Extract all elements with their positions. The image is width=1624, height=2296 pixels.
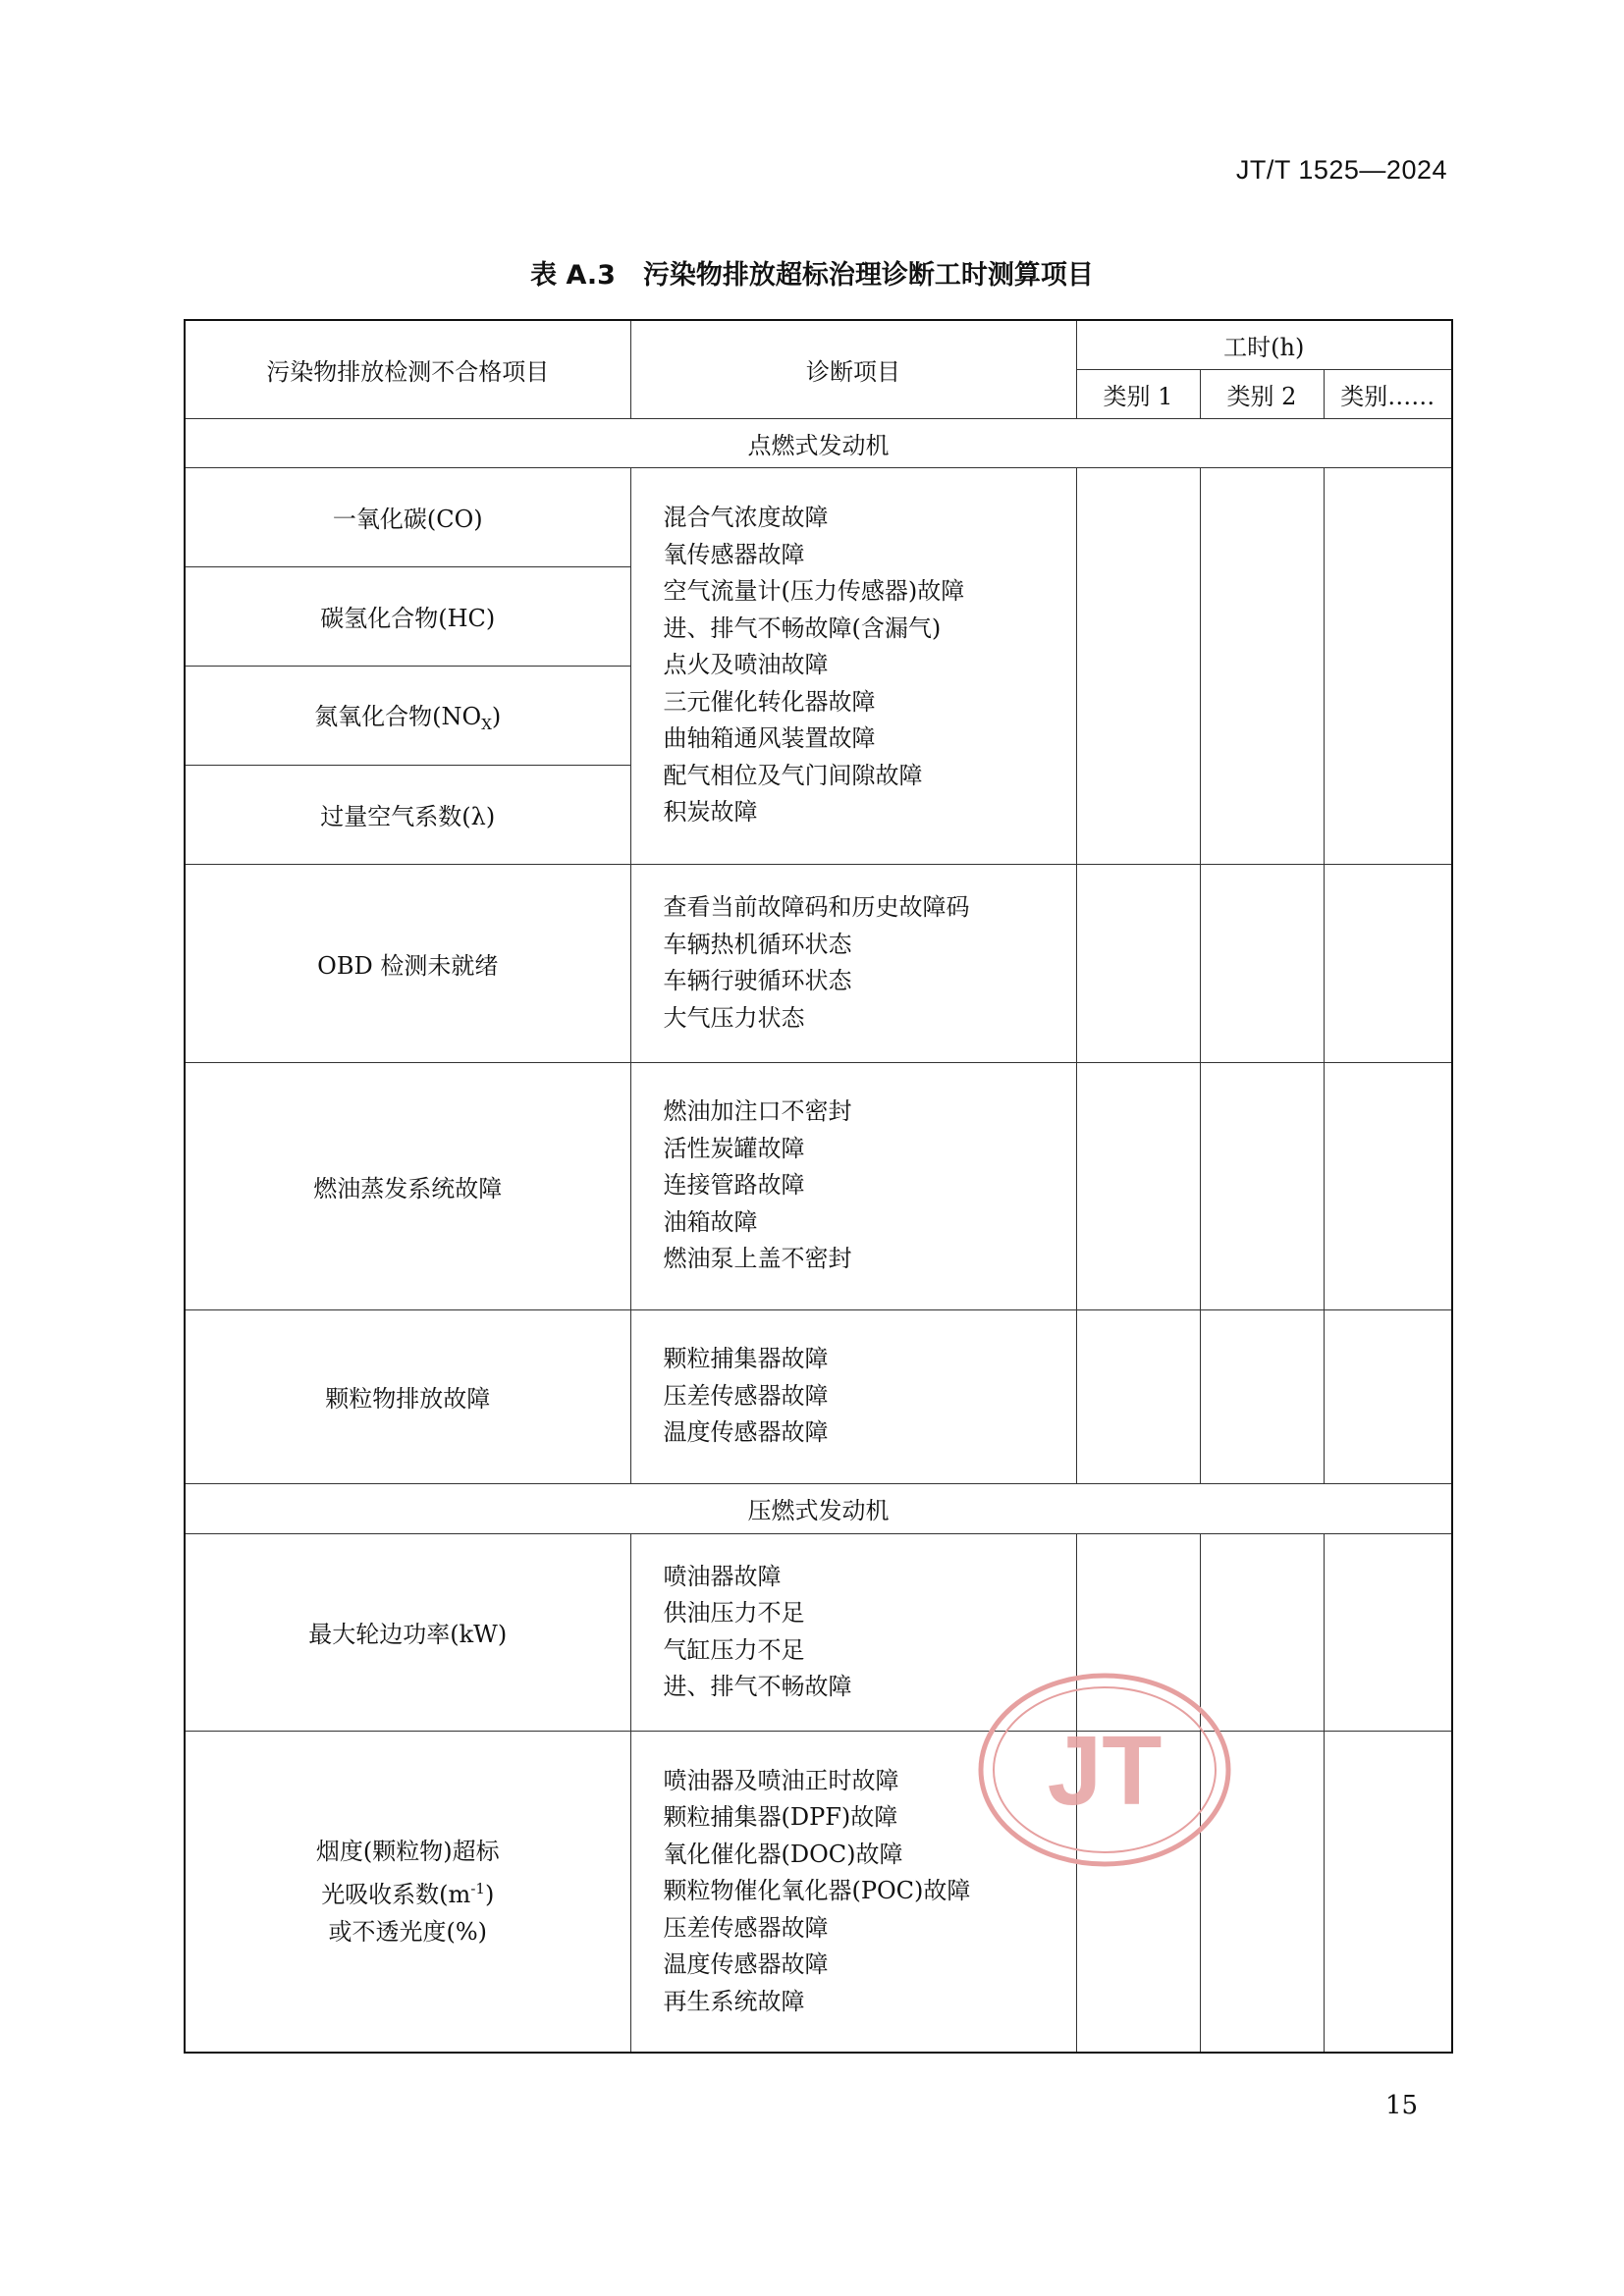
hours-cell: [1324, 1062, 1452, 1309]
column-header-category-1: 类别 1: [1076, 369, 1200, 418]
diagnosis-item: 颗粒物催化氧化器(POC)故障: [663, 1877, 971, 1904]
item-smoke-opacity: [185, 1731, 630, 2053]
item-smoke-line-2: [186, 1870, 630, 1913]
diagnosis-cell: [630, 1309, 1076, 1483]
item-lambda: 过量空气系数(λ): [185, 765, 630, 864]
hours-cell: [1200, 1062, 1324, 1309]
jt-seal-watermark: [972, 1667, 1237, 1873]
item-evap-system: 燃油蒸发系统故障: [185, 1062, 630, 1309]
diagnosis-item: 进、排气不畅故障(含漏气): [663, 614, 942, 642]
item-smoke-line-2-close: ): [484, 1880, 495, 1908]
hours-cell: [1324, 1533, 1452, 1731]
table-caption: 污染物排放超标治理诊断工时测算项目: [642, 260, 1094, 291]
diagnosis-item: 氧化催化器(DOC)故障: [663, 1840, 903, 1868]
diagnosis-item: 大气压力状态: [663, 1003, 805, 1032]
diagnosis-cell: [630, 467, 1076, 864]
hours-cell: [1324, 1731, 1452, 2053]
diagnosis-item: 喷油器故障: [663, 1562, 782, 1590]
diagnosis-cell: [630, 864, 1076, 1062]
diagnosis-item: 积炭故障: [663, 798, 758, 827]
item-smoke-line-2-text: 光吸收系数(m: [321, 1880, 471, 1908]
hours-cell: [1076, 1062, 1200, 1309]
item-nox-subscript: X: [481, 716, 492, 733]
item-nox-text: 氮氧化合物(NO: [314, 703, 482, 730]
diagnosis-item: 温度传感器故障: [663, 1418, 829, 1447]
diagnosis-item: 燃油泵上盖不密封: [663, 1245, 852, 1273]
diagnosis-item: 车辆行驶循环状态: [663, 967, 852, 994]
diagnosis-item: 三元催化转化器故障: [663, 687, 876, 716]
standard-code: JT/T 1525—2024: [1235, 155, 1447, 185]
page-number: 15: [1385, 2091, 1419, 2120]
diagnosis-item: 活性炭罐故障: [663, 1134, 805, 1162]
diagnosis-item: 配气相位及气门间隙故障: [663, 761, 923, 789]
hours-cell: [1324, 1309, 1452, 1483]
diagnosis-item: 点火及喷油故障: [663, 651, 829, 679]
hours-cell: [1076, 864, 1200, 1062]
hours-cell: [1200, 467, 1324, 864]
hours-cell: [1324, 864, 1452, 1062]
hours-cell: [1200, 1309, 1324, 1483]
table-number: 表 A.3: [530, 260, 616, 291]
column-header-diagnosis: 诊断项目: [630, 320, 1076, 418]
diagnosis-item: 混合气浓度故障: [663, 504, 829, 532]
item-nox-close: ): [491, 703, 502, 730]
diagnosis-item: 颗粒捕集器(DPF)故障: [663, 1803, 898, 1831]
diagnosis-cell: [630, 1062, 1076, 1309]
diagnosis-item: 进、排气不畅故障: [663, 1673, 852, 1700]
column-header-category-2: 类别 2: [1200, 369, 1324, 418]
diagnosis-item: 颗粒捕集器故障: [663, 1345, 829, 1373]
item-wheel-power: 最大轮边功率(kW): [185, 1533, 630, 1731]
diagnosis-item: 压差传感器故障: [663, 1381, 829, 1410]
diagnosis-item: 气缸压力不足: [663, 1635, 805, 1664]
diagnosis-item: 车辆热机循环状态: [663, 930, 852, 958]
section-header-spark-ignition: 点燃式发动机: [185, 418, 1452, 467]
item-co: 一氧化碳(CO): [185, 467, 630, 566]
column-header-category-more: 类别……: [1324, 369, 1452, 418]
diagnosis-item: 油箱故障: [663, 1207, 758, 1236]
diagnosis-item: 供油压力不足: [663, 1599, 805, 1627]
item-smoke-line-3: 或不透光度(%): [328, 1917, 488, 1946]
diagnosis-item: 连接管路故障: [663, 1171, 805, 1200]
hours-cell: [1200, 864, 1324, 1062]
hours-cell: [1076, 467, 1200, 864]
hours-cell: [1324, 467, 1452, 864]
section-header-compression-ignition: 压燃式发动机: [185, 1483, 1452, 1533]
diagnosis-item: 查看当前故障码和历史故障码: [663, 893, 970, 921]
column-header-item: 污染物排放检测不合格项目: [185, 320, 630, 418]
item-smoke-superscript: -1: [470, 1879, 485, 1897]
work-hours-table: [184, 319, 1453, 2054]
column-header-hours: 工时(h): [1076, 320, 1452, 369]
diagnosis-item: 燃油加注口不密封: [663, 1097, 852, 1126]
diagnosis-item: 空气流量计(压力传感器)故障: [663, 577, 965, 606]
diagnosis-item: 曲轴箱通风装置故障: [663, 724, 876, 753]
item-particulate: 颗粒物排放故障: [185, 1309, 630, 1483]
hours-cell: [1076, 1309, 1200, 1483]
diagnosis-item: 压差传感器故障: [663, 1913, 829, 1942]
seal-logo-text: JT: [1047, 1716, 1163, 1826]
diagnosis-item: 温度传感器故障: [663, 1950, 829, 1978]
item-smoke-line-1: 烟度(颗粒物)超标: [315, 1837, 500, 1865]
diagnosis-item: 氧传感器故障: [663, 540, 805, 568]
diagnosis-item: 再生系统故障: [663, 1987, 805, 2015]
item-nox: [185, 666, 630, 765]
table-title: [0, 253, 1624, 292]
item-hc: 碳氢化合物(HC): [185, 566, 630, 666]
item-obd-not-ready: OBD 检测未就绪: [185, 864, 630, 1062]
diagnosis-item: 喷油器及喷油正时故障: [663, 1766, 899, 1794]
